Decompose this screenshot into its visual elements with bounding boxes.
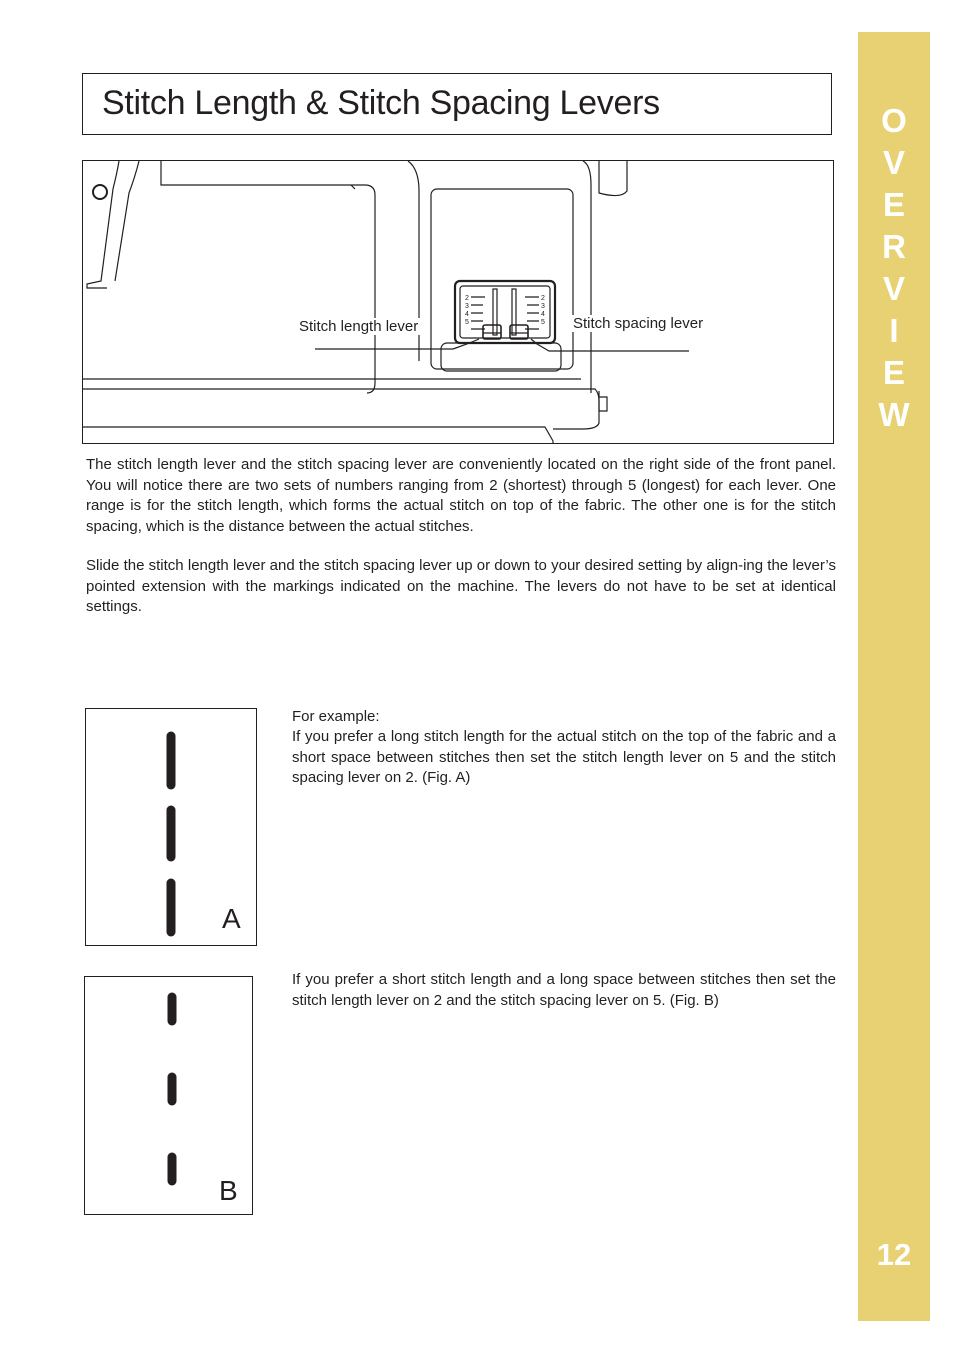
- length-scale-mark: 3: [465, 303, 469, 310]
- spacing-scale-ticks: [525, 297, 539, 329]
- length-slot: [493, 289, 497, 335]
- tab-letter: W: [878, 396, 910, 433]
- lever-housing: [455, 281, 555, 343]
- top-window-outline: [161, 161, 375, 393]
- figure-a-label: A: [222, 903, 241, 934]
- figure-b-text: If you prefer a short stitch length and a long space between stitches then set the stitch length lever on 2 and the stitch spacing lever on 5. (Fig. B): [292, 971, 836, 1009]
- tab-letter: E: [882, 354, 905, 391]
- spacing-scale-mark: 2: [541, 295, 545, 302]
- length-scale-ticks: [471, 297, 485, 329]
- stitch-length-lever[interactable]: [483, 325, 501, 339]
- tab-letter: V: [882, 270, 905, 307]
- figure-b-label: B: [219, 1175, 238, 1206]
- spacing-slot: [512, 289, 516, 335]
- figure-a-text: If you prefer a long stitch length for the actual stitch on the top of the fabric and a short space between stitches then set the stitch length lever on 5 and the stitch spacing lever on 2. (Fig. A): [292, 728, 836, 786]
- knob-icon: [93, 185, 107, 199]
- stitch-spacing-lever-label: Stitch spacing lever: [573, 315, 704, 332]
- machine-diagram: [82, 160, 834, 444]
- spacing-scale-mark: 3: [541, 303, 545, 310]
- base-line-3: [83, 427, 553, 444]
- body-right-edge: [583, 161, 591, 393]
- figure-b: [84, 976, 253, 1215]
- stitch-spacing-lever[interactable]: [510, 325, 528, 339]
- stitch-length-lever-label: Stitch length lever: [299, 318, 419, 335]
- window-detail: [351, 185, 355, 189]
- body-paragraph-2: Slide the stitch length lever and the stitch spacing lever up or down to your desired setting by align-ing the lever’s pointed extension with the markings indicated on the machine. The levers do not have to be set at identical settings.: [86, 557, 836, 615]
- spacing-scale-mark: 4: [541, 311, 545, 318]
- tab-letter: R: [882, 228, 906, 265]
- tab-letter: E: [882, 186, 905, 223]
- body-paragraph-1: The stitch length lever and the stitch spacing lever are conveniently located on the right side of the front panel. You will notice there are two sets of numbers ranging from 2 (shortest) through 5 (longest) for each lever. One range is for the stitch length, which forms the actual stitch on top of the fabric. The other one is for the stitch spacing, which is the distance between the actual stitches.: [86, 456, 836, 535]
- base-line-2: [83, 389, 599, 429]
- tab-letter: I: [889, 312, 899, 349]
- length-scale-mark: 5: [465, 319, 469, 326]
- length-scale-mark: 4: [465, 311, 469, 318]
- body-top-detail: [599, 161, 627, 196]
- tab-letter: V: [882, 144, 905, 181]
- machine-arm-inner: [115, 161, 139, 281]
- figure-a: [85, 708, 257, 946]
- lever-housing-inner: [460, 286, 550, 338]
- side-knob: [599, 391, 607, 411]
- figure-a-intro: For example:: [292, 708, 380, 725]
- machine-arm-outline: [87, 161, 119, 288]
- tab-letter: O: [881, 102, 907, 139]
- machine-drawing: [83, 161, 834, 444]
- page-title: Stitch Length & Stitch Spacing Levers: [102, 84, 660, 122]
- length-callout-line: [315, 339, 479, 349]
- title-box: [82, 73, 832, 135]
- length-scale-mark: 2: [465, 295, 469, 302]
- section-tab: [858, 32, 930, 1321]
- page-number: 12: [876, 1237, 912, 1272]
- spacing-scale-mark: 5: [541, 319, 545, 326]
